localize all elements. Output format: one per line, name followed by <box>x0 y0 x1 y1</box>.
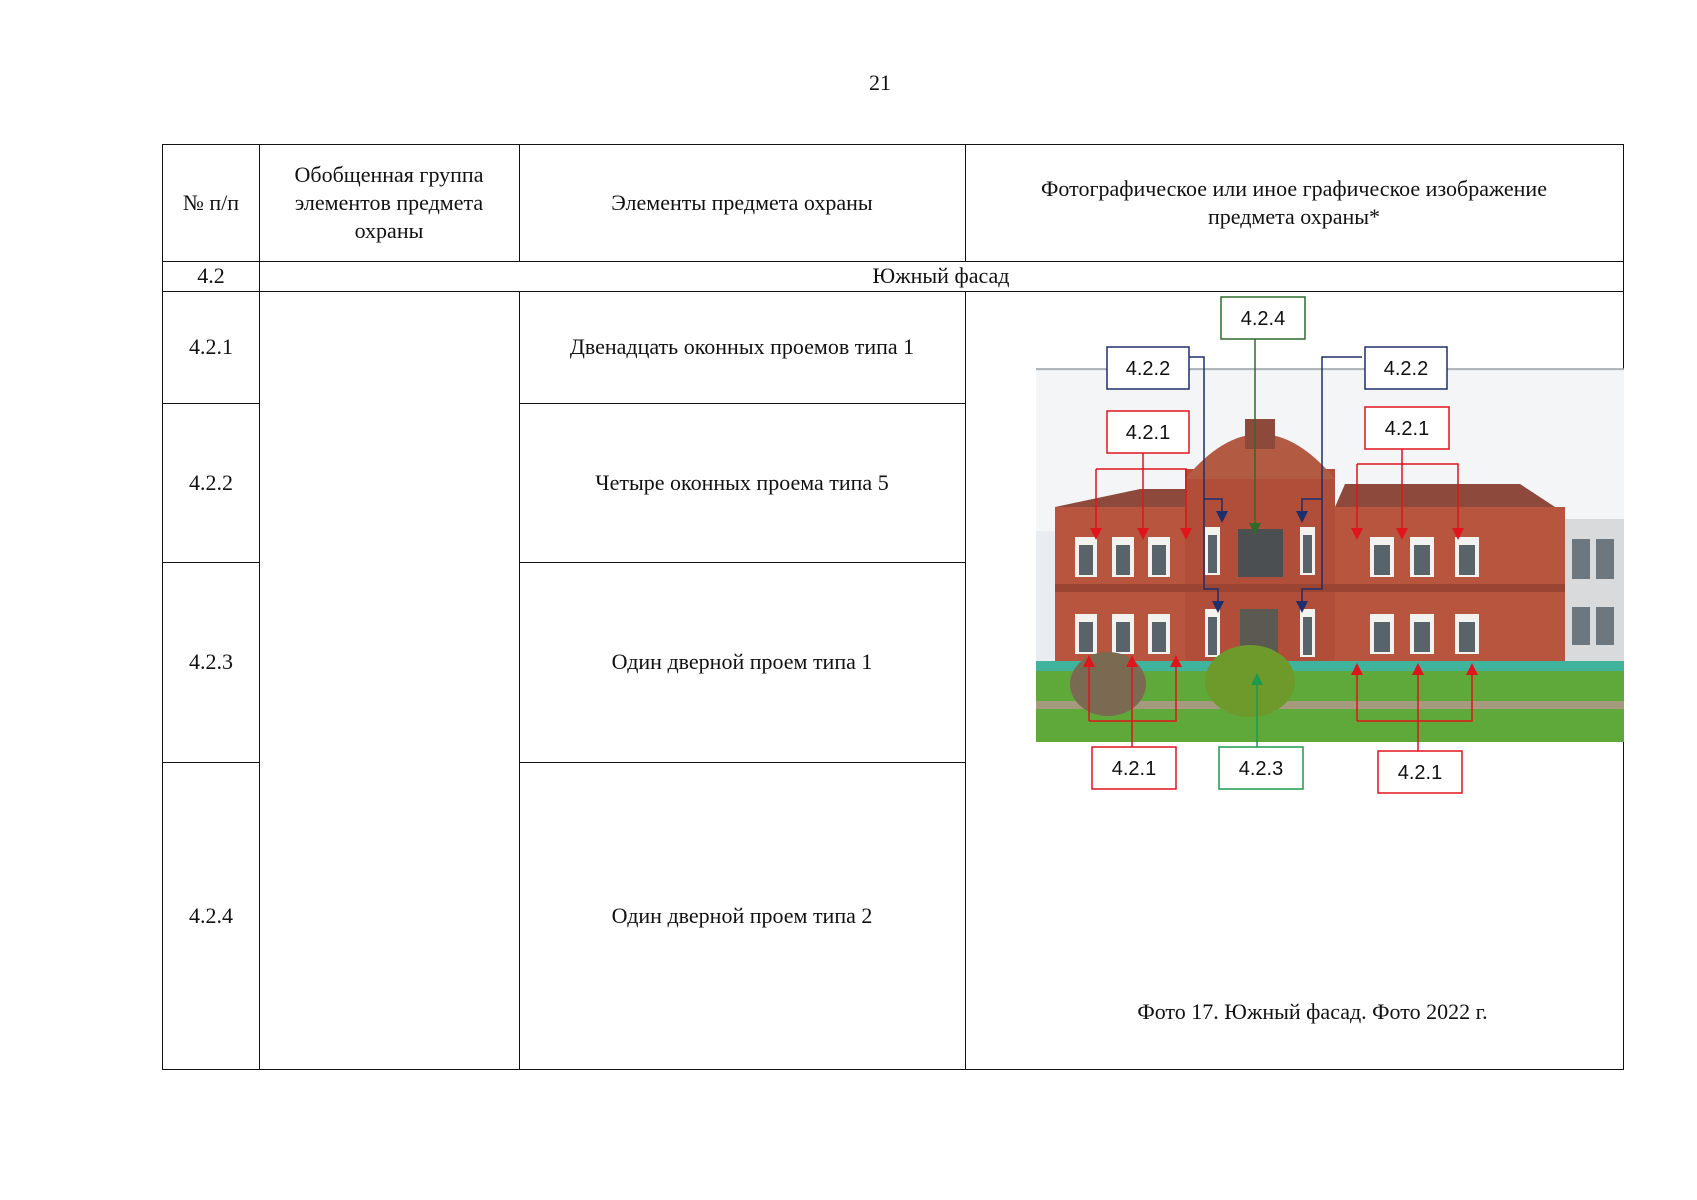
svg-text:4.2.4: 4.2.4 <box>1240 308 1286 330</box>
row-element: Двенадцать оконных проемов типа 1 <box>569 334 915 359</box>
label-4-2-2-right <box>1365 347 1447 389</box>
page-number: 21 <box>869 70 891 95</box>
label-4-2-1-lower-left <box>1092 747 1176 789</box>
svg-text:4.2.1: 4.2.1 <box>1125 422 1171 444</box>
label-4-2-1-upper-right <box>1365 407 1449 449</box>
header-group: Обобщенная группа элементов предмета охраны <box>294 162 484 243</box>
label-4-2-4 <box>1221 297 1305 339</box>
svg-text:4.2.1: 4.2.1 <box>1397 762 1443 784</box>
section-num: 4.2 <box>197 263 225 288</box>
row-num: 4.2.4 <box>189 902 233 928</box>
header-elements: Элементы предмета охраны <box>611 190 873 215</box>
label-4-2-2-left <box>1107 347 1189 389</box>
row-num: 4.2.3 <box>189 649 233 674</box>
svg-text:4.2.3: 4.2.3 <box>1238 758 1284 780</box>
svg-text:4.2.2: 4.2.2 <box>1125 358 1171 380</box>
row-element: Один дверной проем типа 2 <box>611 902 873 928</box>
svg-text:4.2.2: 4.2.2 <box>1383 358 1429 380</box>
label-4-2-3 <box>1219 747 1303 789</box>
section-title: Южный фасад <box>872 263 1010 288</box>
row-num: 4.2.1 <box>189 334 233 359</box>
label-4-2-1-upper-left <box>1107 411 1189 453</box>
row-element: Один дверной проем типа 1 <box>611 649 873 674</box>
svg-text:4.2.1: 4.2.1 <box>1384 418 1430 440</box>
facade-photo <box>1000 289 1625 849</box>
header-image: Фотографическое или иное графическое изображение предмета охраны* <box>1041 176 1547 229</box>
photo-area <box>1000 289 1625 1024</box>
row-num: 4.2.2 <box>189 469 233 495</box>
col-divider <box>965 291 966 1069</box>
svg-text:4.2.1: 4.2.1 <box>1111 758 1157 780</box>
label-4-2-1-lower-right <box>1378 751 1462 793</box>
photo-caption: Фото 17. Южный фасад. Фото 2022 г. <box>1137 999 1488 1024</box>
row-element: Четыре оконных проема типа 5 <box>595 469 889 495</box>
protection-subject-table <box>162 144 1624 1070</box>
header-num: № п/п <box>182 190 240 215</box>
